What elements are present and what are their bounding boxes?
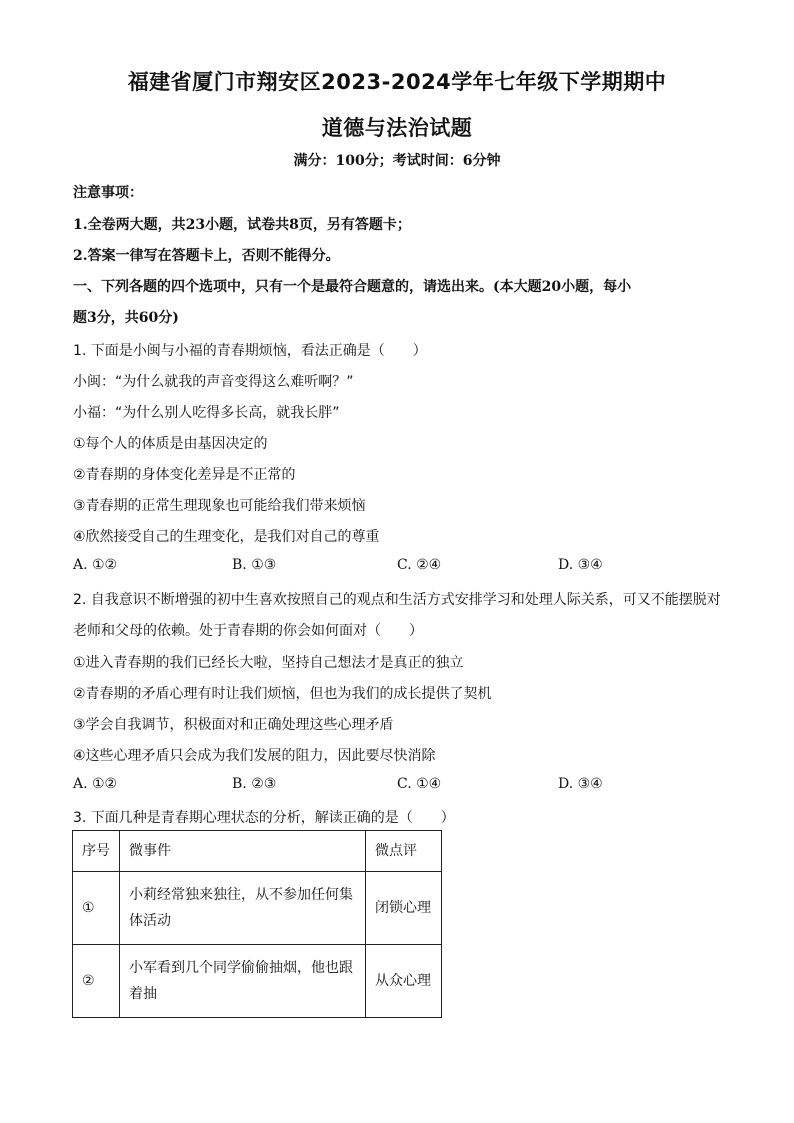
question-2-options — [73, 776, 753, 796]
question-1-statement: ③青春期的正常生理现象也可能给我们带来烦恼 — [73, 498, 366, 514]
exam-title: 福建省厦门市翔安区2023-2024学年七年级下学期期中 — [127, 70, 667, 94]
option-c[interactable]: C. ②④ — [397, 557, 442, 573]
table-cell-event — [120, 872, 366, 945]
table-cell-comment: 闭锁心理 — [366, 872, 442, 945]
option-d[interactable]: D. ③④ — [558, 557, 603, 573]
event-line: 体活动 — [129, 913, 171, 929]
table-cell-no: ② — [73, 945, 120, 1018]
table-header: 序号 — [73, 831, 120, 872]
question-2-stem-cont: 老师和父母的依赖。处于青春期的你会如何面对（ ） — [73, 623, 423, 639]
option-a[interactable]: A. ①② — [73, 557, 118, 573]
table-cell-comment: 从众心理 — [366, 945, 442, 1018]
notes-heading: 注意事项： — [73, 185, 143, 201]
question-1-statement: ④欣然接受自己的生理变化，是我们对自己的尊重 — [73, 529, 380, 545]
question-1-stem: 1. 下面是小闽与小福的青春期烦恼，看法正确是（ ） — [73, 343, 427, 359]
table-header-row — [73, 831, 442, 872]
table-header: 微事件 — [120, 831, 366, 872]
question-2-statement: ④这些心理矛盾只会成为我们发展的阻力，因此要尽快消除 — [73, 748, 436, 764]
note-item: 2.答案一律写在答题卡上，否则不能得分。 — [73, 248, 340, 264]
question-3-stem: 3. 下面几种是青春期心理状态的分析，解读正确的是（ ） — [73, 810, 455, 826]
event-line: 小莉经常独来独往，从不参加任何集 — [129, 887, 353, 903]
option-b[interactable]: B. ①③ — [232, 557, 277, 573]
note-item: 1.全卷两大题，共23小题，试卷共8页，另有答题卡； — [73, 217, 411, 233]
table-row — [73, 945, 442, 1018]
section-heading: 一、下列各题的四个选项中，只有一个是最符合题意的，请选出来。(本大题20小题，每小 — [73, 279, 632, 295]
exam-meta: 满分：100分；考试时间：6分钟 — [293, 153, 501, 169]
question-3-table — [72, 830, 442, 1018]
question-2-statement: ②青春期的矛盾心理有时让我们烦恼，但也为我们的成长提供了契机 — [73, 686, 492, 702]
table-row — [73, 872, 442, 945]
table-cell-event — [120, 945, 366, 1018]
event-line: 着抽 — [129, 986, 157, 1002]
question-1-dialog: 小福：“为什么别人吃得多长高，就我长胖” — [73, 405, 340, 421]
question-1-options — [73, 557, 753, 577]
event-line: 小军看到几个同学偷偷抽烟，他也跟 — [129, 960, 353, 976]
option-b[interactable]: B. ②③ — [232, 776, 277, 792]
exam-subtitle: 道德与法治试题 — [321, 116, 473, 140]
question-1-statement: ①每个人的体质是由基因决定的 — [73, 436, 268, 452]
table-cell-no: ① — [73, 872, 120, 945]
question-2-statement: ①进入青春期的我们已经长大啦，坚持自己想法才是真正的独立 — [73, 655, 464, 671]
option-d[interactable]: D. ③④ — [558, 776, 603, 792]
question-1-statement: ②青春期的身体变化差异是不正常的 — [73, 467, 296, 483]
question-2-statement: ③学会自我调节，积极面对和正确处理这些心理矛盾 — [73, 717, 394, 733]
option-a[interactable]: A. ①② — [73, 776, 118, 792]
question-1-dialog: 小闽：“为什么就我的声音变得这么难听啊？” — [73, 374, 354, 390]
section-heading-cont: 题3分，共60分) — [73, 310, 179, 326]
option-c[interactable]: C. ①④ — [397, 776, 442, 792]
question-2-stem: 2. 自我意识不断增强的初中生喜欢按照自己的观点和生活方式安排学习和处理人际关系，可又不能摆脱对 — [73, 592, 721, 608]
table-header: 微点评 — [366, 831, 442, 872]
